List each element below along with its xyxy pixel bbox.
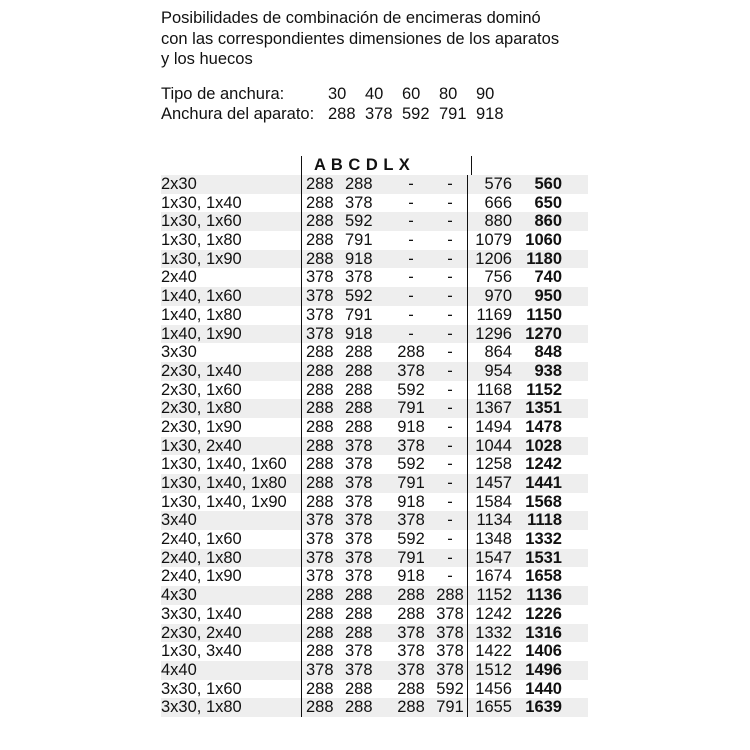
table-row bbox=[161, 399, 588, 418]
value-a-cell: 288 bbox=[301, 493, 345, 512]
value-b-cell: 378 bbox=[345, 567, 373, 586]
value-d-cell: 378 bbox=[436, 623, 464, 642]
value-c-cell: 288 bbox=[397, 698, 425, 717]
table-row bbox=[161, 493, 588, 512]
value-a-cell: 288 bbox=[301, 624, 345, 643]
value-c-cell: - bbox=[408, 193, 414, 212]
total-width-cell: 1169 bbox=[467, 306, 515, 325]
cutout-width-cell: 860 bbox=[534, 212, 562, 231]
value-a-cell: 288 bbox=[301, 212, 345, 231]
cutout-width-cell: 1060 bbox=[525, 231, 562, 250]
value-b-cell: 288 bbox=[345, 343, 373, 362]
cutout-width-cell: 740 bbox=[534, 268, 562, 287]
value-b-cell: 791 bbox=[345, 305, 373, 324]
value-b-cell: 378 bbox=[345, 268, 373, 287]
total-width-cell: 576 bbox=[467, 175, 515, 194]
total-width-cell: 1242 bbox=[467, 605, 515, 624]
combination-cell: 2x40, 1x80 bbox=[161, 548, 242, 567]
value-a-cell: 288 bbox=[301, 362, 345, 381]
table-row bbox=[161, 175, 588, 194]
value-b-cell: 288 bbox=[345, 604, 373, 623]
value-a-cell: 288 bbox=[301, 642, 345, 661]
value-d-cell: - bbox=[447, 548, 453, 567]
combination-cell: 2x40, 1x90 bbox=[161, 567, 242, 586]
device-width-value: 378 bbox=[365, 105, 393, 123]
value-a-cell: 378 bbox=[301, 306, 345, 325]
combination-cell: 4x30 bbox=[161, 586, 197, 605]
combination-table bbox=[161, 156, 588, 717]
value-b-cell: 378 bbox=[345, 474, 373, 492]
value-b-cell: 378 bbox=[345, 436, 373, 455]
combination-cell: 2x40 bbox=[161, 268, 197, 287]
value-c-cell: 592 bbox=[397, 455, 425, 474]
value-a-cell: 288 bbox=[301, 680, 345, 699]
width-reference bbox=[161, 84, 513, 124]
value-c-cell: 791 bbox=[397, 399, 425, 418]
table-row bbox=[161, 325, 588, 344]
cutout-width-cell: 650 bbox=[534, 193, 562, 212]
value-d-cell: - bbox=[447, 343, 453, 362]
cutout-width-cell: 1332 bbox=[525, 530, 562, 549]
value-b-cell: 592 bbox=[345, 212, 373, 231]
width-type-value: 90 bbox=[476, 85, 495, 103]
value-c-cell: 592 bbox=[397, 380, 425, 399]
value-b-cell: 378 bbox=[345, 455, 373, 474]
column-letters-header: A B C D L X bbox=[301, 156, 467, 175]
combination-cell: 1x40, 1x90 bbox=[161, 324, 242, 343]
value-d-cell: - bbox=[447, 492, 453, 511]
value-c-cell: 791 bbox=[397, 548, 425, 567]
value-a-cell: 288 bbox=[301, 175, 345, 194]
value-c-cell: 288 bbox=[397, 679, 425, 698]
total-width-cell: 1348 bbox=[467, 530, 515, 549]
device-width-value: 288 bbox=[328, 105, 356, 123]
value-b-cell: 791 bbox=[345, 231, 373, 250]
cutout-width-cell: 1150 bbox=[526, 305, 562, 324]
value-c-cell: 918 bbox=[397, 567, 425, 586]
total-width-cell: 1456 bbox=[467, 680, 515, 699]
value-a-cell: 378 bbox=[301, 287, 345, 306]
width-type-value: 30 bbox=[328, 85, 347, 103]
table-row bbox=[161, 212, 588, 231]
value-d-cell: - bbox=[447, 511, 453, 530]
table-row bbox=[161, 418, 588, 437]
value-d-cell: - bbox=[447, 231, 453, 250]
value-a-cell: 288 bbox=[301, 194, 345, 213]
table-row bbox=[161, 268, 588, 287]
table-row bbox=[161, 586, 588, 605]
cutout-width-cell: 1496 bbox=[525, 660, 562, 679]
total-width-cell: 1584 bbox=[467, 493, 515, 512]
table-row bbox=[161, 250, 588, 269]
combination-cell: 1x30, 1x40, 1x80 bbox=[161, 474, 287, 492]
value-c-cell: 378 bbox=[397, 660, 425, 679]
value-d-cell: 378 bbox=[436, 604, 464, 623]
value-a-cell: 288 bbox=[301, 231, 345, 250]
value-a-cell: 288 bbox=[301, 605, 345, 624]
combination-cell: 1x30, 1x80 bbox=[161, 231, 242, 250]
table-row bbox=[161, 231, 588, 250]
value-b-cell: 288 bbox=[345, 399, 373, 418]
cutout-width-cell: 1531 bbox=[525, 548, 562, 567]
total-width-cell: 1258 bbox=[467, 455, 515, 474]
cutout-width-cell: 848 bbox=[534, 343, 562, 362]
table-row bbox=[161, 511, 588, 530]
combination-cell: 2x30, 1x40 bbox=[161, 361, 242, 380]
value-a-cell: 288 bbox=[301, 474, 345, 493]
combination-cell: 1x30, 3x40 bbox=[161, 642, 242, 661]
combination-cell: 2x40, 1x60 bbox=[161, 530, 242, 549]
combination-cell: 3x30, 1x60 bbox=[161, 679, 242, 698]
value-a-cell: 378 bbox=[301, 325, 345, 344]
value-b-cell: 378 bbox=[345, 193, 373, 212]
total-width-cell: 1512 bbox=[467, 661, 515, 680]
value-b-cell: 378 bbox=[345, 492, 373, 511]
value-d-cell: - bbox=[447, 268, 453, 287]
value-d-cell: - bbox=[447, 567, 453, 586]
value-d-cell: 592 bbox=[436, 679, 464, 698]
combination-cell: 1x40, 1x60 bbox=[161, 287, 242, 306]
value-c-cell: - bbox=[408, 175, 414, 193]
table-row bbox=[161, 680, 588, 699]
cutout-width-cell: 1568 bbox=[525, 492, 562, 511]
value-c-cell: 791 bbox=[397, 474, 425, 492]
value-d-cell: - bbox=[447, 417, 453, 436]
combination-cell: 1x30, 1x40, 1x90 bbox=[161, 492, 287, 511]
intro-line-1: Posibilidades de combinación de encimeras dominó bbox=[161, 9, 541, 27]
total-width-cell: 864 bbox=[467, 343, 515, 362]
value-a-cell: 288 bbox=[301, 343, 345, 362]
table-row bbox=[161, 624, 588, 643]
value-a-cell: 378 bbox=[301, 549, 345, 568]
value-d-cell: - bbox=[447, 287, 453, 306]
cutout-width-cell: 1440 bbox=[525, 679, 562, 698]
value-a-cell: 378 bbox=[301, 530, 345, 549]
value-c-cell: - bbox=[408, 231, 414, 250]
table-row bbox=[161, 567, 588, 586]
width-type-row bbox=[161, 84, 513, 104]
combination-cell: 1x30, 1x40 bbox=[161, 193, 242, 212]
cutout-width-cell: 1242 bbox=[525, 455, 562, 474]
value-c-cell: - bbox=[408, 249, 414, 268]
value-d-cell: 791 bbox=[436, 698, 464, 717]
cutout-width-cell: 1478 bbox=[525, 417, 562, 436]
value-d-cell: - bbox=[447, 380, 453, 399]
value-c-cell: 288 bbox=[397, 604, 425, 623]
combination-cell: 2x30, 1x60 bbox=[161, 380, 242, 399]
table-row bbox=[161, 642, 588, 661]
width-type-value: 40 bbox=[365, 85, 384, 103]
value-c-cell: - bbox=[408, 212, 414, 231]
combination-cell: 2x30, 2x40 bbox=[161, 623, 242, 642]
total-width-cell: 1655 bbox=[467, 698, 515, 717]
total-width-cell: 1494 bbox=[467, 418, 515, 437]
cutout-width-cell: 1136 bbox=[526, 586, 562, 605]
width-type-value: 60 bbox=[402, 85, 421, 103]
table-header bbox=[161, 156, 588, 175]
total-width-cell: 1152 bbox=[467, 586, 515, 605]
width-type-label: Tipo de anchura: bbox=[161, 85, 285, 103]
total-width-cell: 1079 bbox=[467, 231, 515, 250]
value-c-cell: 378 bbox=[397, 623, 425, 642]
cutout-width-cell: 950 bbox=[534, 287, 562, 306]
device-width-label: Anchura del aparato: bbox=[161, 105, 315, 123]
combination-cell: 3x30 bbox=[161, 343, 197, 362]
table-row bbox=[161, 474, 588, 493]
total-width-cell: 1206 bbox=[467, 250, 515, 269]
table-row bbox=[161, 381, 588, 400]
table-row bbox=[161, 455, 588, 474]
value-d-cell: - bbox=[447, 249, 453, 268]
value-b-cell: 288 bbox=[345, 698, 373, 717]
value-b-cell: 592 bbox=[345, 287, 373, 306]
value-b-cell: 288 bbox=[345, 361, 373, 380]
combination-cell: 1x30, 1x60 bbox=[161, 212, 242, 231]
cutout-width-cell: 1270 bbox=[525, 324, 562, 343]
value-c-cell: - bbox=[408, 287, 414, 306]
total-width-cell: 954 bbox=[467, 362, 515, 381]
table-row bbox=[161, 194, 588, 213]
intro-line-2: con las correspondientes dimensiones de los aparatos bbox=[161, 29, 560, 48]
combination-cell: 2x30, 1x90 bbox=[161, 417, 242, 436]
combination-cell: 1x30, 1x90 bbox=[161, 249, 242, 268]
total-width-cell: 1547 bbox=[467, 549, 515, 568]
value-b-cell: 918 bbox=[345, 249, 373, 268]
intro-text bbox=[161, 8, 721, 70]
total-width-cell: 1674 bbox=[467, 567, 515, 586]
combination-cell: 1x40, 1x80 bbox=[161, 305, 242, 324]
value-b-cell: 378 bbox=[345, 660, 373, 679]
value-b-cell: 378 bbox=[345, 642, 373, 661]
value-a-cell: 288 bbox=[301, 698, 345, 717]
table-row bbox=[161, 530, 588, 549]
value-b-cell: 288 bbox=[345, 679, 373, 698]
device-width-value: 918 bbox=[476, 105, 504, 123]
combination-cell: 2x30, 1x80 bbox=[161, 399, 242, 418]
value-a-cell: 288 bbox=[301, 399, 345, 418]
value-c-cell: - bbox=[408, 324, 414, 343]
value-c-cell: - bbox=[408, 305, 414, 324]
total-width-cell: 1168 bbox=[467, 381, 515, 400]
value-b-cell: 378 bbox=[345, 530, 373, 549]
total-width-cell: 1332 bbox=[467, 624, 515, 643]
value-c-cell: 378 bbox=[397, 642, 425, 661]
cutout-width-cell: 938 bbox=[534, 361, 562, 380]
value-d-cell: 378 bbox=[436, 660, 464, 679]
device-width-value: 592 bbox=[402, 105, 430, 123]
value-a-cell: 378 bbox=[301, 661, 345, 680]
table-row bbox=[161, 437, 588, 456]
value-a-cell: 288 bbox=[301, 455, 345, 474]
combination-cell: 1x30, 2x40 bbox=[161, 436, 242, 455]
value-a-cell: 288 bbox=[301, 586, 345, 605]
combination-cell: 2x30 bbox=[161, 175, 197, 193]
value-d-cell: - bbox=[447, 530, 453, 549]
value-d-cell: - bbox=[447, 193, 453, 212]
total-width-cell: 756 bbox=[467, 268, 515, 287]
value-a-cell: 288 bbox=[301, 418, 345, 437]
combination-cell: 4x40 bbox=[161, 660, 197, 679]
value-b-cell: 378 bbox=[345, 511, 373, 530]
value-b-cell: 288 bbox=[345, 417, 373, 436]
cutout-width-cell: 1351 bbox=[525, 399, 562, 418]
value-d-cell: - bbox=[447, 361, 453, 380]
width-type-value: 80 bbox=[439, 85, 458, 103]
value-c-cell: 918 bbox=[397, 492, 425, 511]
cutout-width-cell: 1152 bbox=[526, 380, 562, 399]
value-d-cell: - bbox=[447, 305, 453, 324]
value-d-cell: 378 bbox=[436, 642, 464, 661]
value-b-cell: 288 bbox=[345, 175, 373, 193]
total-width-cell: 1134 bbox=[467, 511, 515, 530]
value-a-cell: 378 bbox=[301, 268, 345, 287]
total-width-cell: 1422 bbox=[467, 642, 515, 661]
combination-cell: 3x30, 1x80 bbox=[161, 698, 242, 717]
cutout-width-cell: 1406 bbox=[525, 642, 562, 661]
intro-line-3: y los huecos bbox=[161, 50, 253, 68]
total-width-cell: 1296 bbox=[467, 325, 515, 344]
value-b-cell: 288 bbox=[345, 380, 373, 399]
value-c-cell: 288 bbox=[397, 343, 425, 362]
value-c-cell: 378 bbox=[397, 361, 425, 380]
value-d-cell: - bbox=[447, 436, 453, 455]
cutout-width-cell: 1180 bbox=[526, 249, 562, 268]
value-d-cell: 288 bbox=[436, 586, 464, 605]
value-c-cell: 592 bbox=[397, 530, 425, 549]
device-width-value: 791 bbox=[439, 105, 467, 123]
value-d-cell: - bbox=[447, 324, 453, 343]
cutout-width-cell: 1316 bbox=[525, 623, 562, 642]
cutout-width-cell: 1028 bbox=[525, 436, 562, 455]
value-b-cell: 288 bbox=[345, 586, 373, 605]
cutout-width-cell: 1658 bbox=[525, 567, 562, 586]
total-width-cell: 880 bbox=[467, 212, 515, 231]
value-a-cell: 288 bbox=[301, 250, 345, 269]
total-width-cell: 1367 bbox=[467, 399, 515, 418]
value-c-cell: 288 bbox=[397, 586, 425, 605]
table-row bbox=[161, 549, 588, 568]
value-b-cell: 288 bbox=[345, 623, 373, 642]
table-row bbox=[161, 661, 588, 680]
table-row bbox=[161, 287, 588, 306]
cutout-width-cell: 1639 bbox=[525, 698, 562, 717]
device-width-row bbox=[161, 104, 513, 124]
value-d-cell: - bbox=[447, 474, 453, 492]
value-a-cell: 378 bbox=[301, 511, 345, 530]
table-row bbox=[161, 306, 588, 325]
value-a-cell: 288 bbox=[301, 381, 345, 400]
value-a-cell: 378 bbox=[301, 567, 345, 586]
value-d-cell: - bbox=[447, 399, 453, 418]
cutout-width-cell: 560 bbox=[534, 175, 562, 193]
combination-cell: 3x40 bbox=[161, 511, 197, 530]
value-d-cell: - bbox=[447, 455, 453, 474]
cutout-width-cell: 1118 bbox=[527, 511, 562, 530]
value-c-cell: 378 bbox=[397, 436, 425, 455]
table-row bbox=[161, 698, 588, 717]
table-row bbox=[161, 605, 588, 624]
value-d-cell: - bbox=[447, 212, 453, 231]
total-width-cell: 1457 bbox=[467, 474, 515, 493]
total-width-cell: 666 bbox=[467, 194, 515, 213]
table-row bbox=[161, 362, 588, 381]
value-a-cell: 288 bbox=[301, 437, 345, 456]
total-width-cell: 1044 bbox=[467, 437, 515, 456]
table-row bbox=[161, 343, 588, 362]
value-d-cell: - bbox=[447, 175, 453, 193]
combination-cell: 1x30, 1x40, 1x60 bbox=[161, 455, 287, 474]
value-c-cell: 918 bbox=[397, 417, 425, 436]
cutout-width-cell: 1441 bbox=[525, 474, 562, 492]
value-c-cell: - bbox=[408, 268, 414, 287]
value-c-cell: 378 bbox=[397, 511, 425, 530]
value-b-cell: 918 bbox=[345, 324, 373, 343]
combination-cell: 3x30, 1x40 bbox=[161, 604, 242, 623]
value-b-cell: 378 bbox=[345, 548, 373, 567]
cutout-width-cell: 1226 bbox=[525, 604, 562, 623]
total-width-cell: 970 bbox=[467, 287, 515, 306]
